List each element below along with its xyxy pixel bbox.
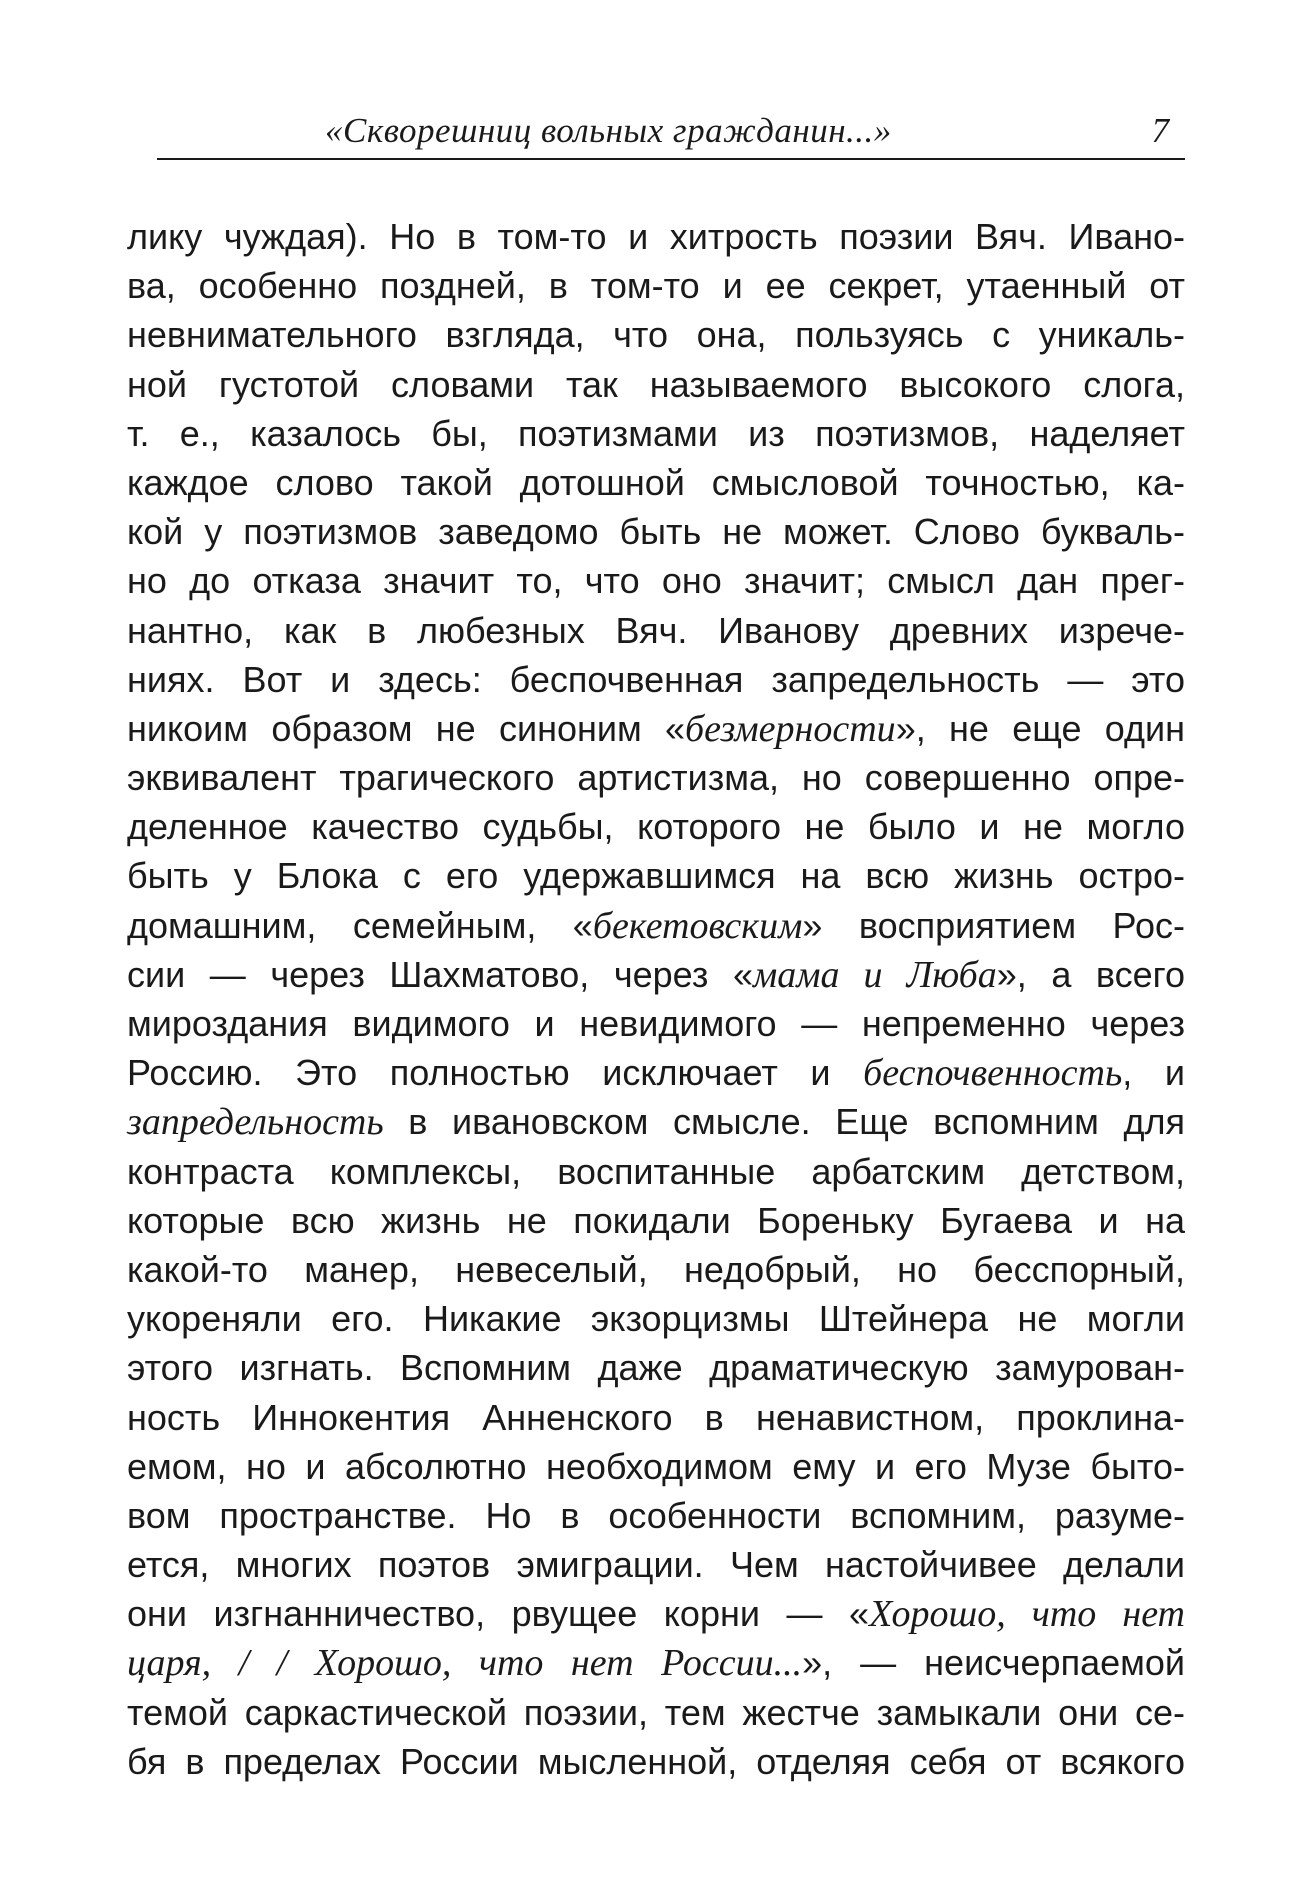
text-line [127,802,1185,851]
text-line [127,1048,1185,1097]
text-run: контраста комплексы, воспитанные арбатским детством, [127,1150,1185,1192]
text-run: вом пространстве. Но в особенности вспомним, разуме- [127,1494,1185,1536]
text-line [127,1097,1185,1146]
text-run: », а всего [996,953,1186,995]
text-run: емом, но и абсолютно необходимом ему и его Музе быто- [127,1445,1185,1487]
text-line [127,1737,1185,1786]
text-line [127,1540,1185,1589]
text-line [127,1442,1185,1491]
text-line [127,704,1185,753]
running-head [157,108,1185,160]
text-run: которые всю жизнь не покидали Бореньку Бугаева и на [127,1199,1185,1241]
italic-phrase: запредельность [127,1101,384,1144]
page-number: 7 [1151,111,1169,150]
text-run: т. е., казалось бы, поэтизмами из поэтизмов, наделяет [127,412,1185,454]
text-line [127,1393,1185,1442]
text-line [127,360,1185,409]
text-run: быть у Блока с его удержавшимся на всю жизнь остро- [127,855,1185,897]
text-run: , и [1122,1052,1185,1094]
text-run: » восприятием Рос- [802,904,1185,946]
text-line [127,1688,1185,1737]
text-line [127,507,1185,556]
text-run: этого изгнать. Вспомним даже драматическую замурован- [127,1347,1185,1389]
text-run: домашним, семейным, « [127,904,593,946]
text-run: кой у поэтизмов заведомо быть не может. Слово букваль- [127,511,1185,553]
text-line [127,1589,1185,1638]
text-line [127,753,1185,802]
text-run: Россию. Это полностью исключает и [127,1052,864,1094]
text-line [127,901,1185,950]
text-line [127,950,1185,999]
text-run: темой саркастической поэзии, тем жестче замыкали они се- [127,1691,1185,1733]
text-run: », не еще один [895,707,1185,749]
italic-phrase: мама и Люба [752,953,997,996]
running-head-title: «Скворешниц вольных гражданин...» [325,111,892,150]
italic-phrase: безмерности [685,707,896,750]
text-line [127,1245,1185,1294]
text-run: сии — через Шахматово, через « [127,953,753,995]
text-line [127,655,1185,704]
text-run: каждое слово такой дотошной смысловой точностью, ка- [127,461,1185,503]
text-run: укореняли его. Никакие экзорцизмы Штейнера не могли [127,1298,1185,1340]
text-line [127,1638,1185,1687]
text-line [127,556,1185,605]
text-run: никоим образом не синоним « [127,707,686,749]
text-line [127,409,1185,458]
text-run: эквивалент трагического артистизма, но совершенно опре- [127,757,1185,799]
text-run: но до отказа значит то, что оно значит; смысл дан прег- [127,560,1185,602]
text-run: ва, особенно поздней, в том-то и ее секрет, утаенный от [127,265,1185,307]
text-line [127,606,1185,655]
text-run: ность Иннокентия Анненского в ненавистном, проклина- [127,1396,1185,1438]
text-line [127,851,1185,900]
text-run: ной густотой словами так называемого высокого слога, [127,363,1185,405]
text-line [127,1294,1185,1343]
text-run: в ивановском смысле. Еще вспомним для [383,1101,1185,1143]
text-line [127,1343,1185,1392]
text-line [127,310,1185,359]
text-run: », — неисчерпаемой [802,1642,1185,1684]
italic-phrase: царя, / / Хорошо, что нет России... [127,1642,803,1685]
text-run: ниях. Вот и здесь: беспочвенная запредельность — это [127,658,1185,700]
text-line [127,458,1185,507]
text-line [127,261,1185,310]
text-run: нантно, как в любезных Вяч. Иванову древних изрече- [127,609,1185,651]
text-run: невнимательного взгляда, что она, пользуясь с уникаль- [127,314,1185,356]
body-text [127,212,1185,1786]
text-line [127,1147,1185,1196]
text-run: деленное качество судьбы, которого не было и не могло [127,806,1185,848]
text-line [127,1196,1185,1245]
text-run: они изгнанничество, рвущее корни — « [127,1593,870,1635]
italic-phrase: Хорошо, что нет [869,1593,1186,1636]
text-run: какой-то манер, невеселый, недобрый, но бесспорный, [127,1248,1185,1290]
text-line [127,1491,1185,1540]
text-run: лику чуждая). Но в том-то и хитрость поэзии Вяч. Ивано- [127,216,1185,257]
text-run: бя в пределах России мысленной, отделяя себя от всякого [127,1740,1185,1782]
italic-phrase: бекетовским [592,904,803,947]
text-run: ется, многих поэтов эмиграции. Чем настойчивее делали [127,1544,1185,1586]
text-line [127,212,1185,261]
text-line [127,999,1185,1048]
text-run: мироздания видимого и невидимого — непременно через [127,1003,1185,1044]
italic-phrase: беспочвенность [863,1052,1123,1095]
